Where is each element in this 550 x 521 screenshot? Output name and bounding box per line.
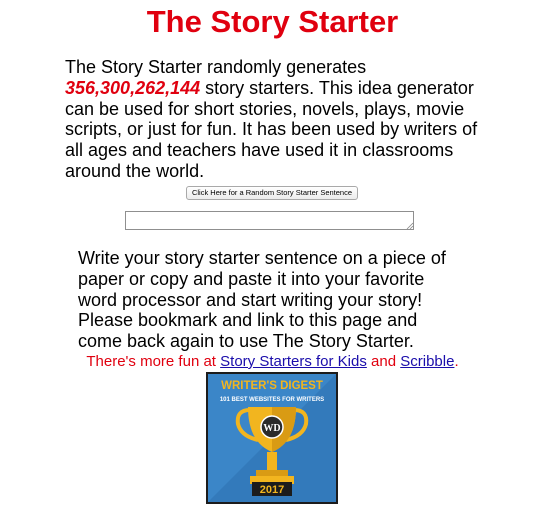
badge-brand: WRITER'S DIGEST: [221, 380, 323, 392]
story-starter-count: 356,300,262,144: [65, 77, 201, 98]
story-starter-output[interactable]: [125, 211, 414, 230]
badge-year: 2017: [259, 484, 285, 496]
more-fun-line: [0, 353, 545, 371]
intro-paragraph: [65, 57, 485, 182]
more-fun-prefix: There's more fun at: [86, 353, 221, 370]
intro-text-start: The Story Starter randomly generates: [65, 57, 367, 77]
instructions-paragraph: Write your story starter sentence on a piece of paper or copy and paste it into your favorite word processor and start writing your story! Please bookmark and link to this page and come back again to use The Story Starter.: [78, 248, 446, 352]
badge-emblem: WD: [263, 423, 281, 434]
page-title: The Story Starter: [146, 4, 399, 39]
random-story-starter-button[interactable]: Click Here for a Random Story Starter Sentence: [186, 186, 358, 200]
more-fun-suffix: .: [454, 353, 459, 370]
badge-subtitle: 101 BEST WEBSITES FOR WRITERS: [219, 397, 325, 403]
writers-digest-badge[interactable]: [206, 372, 338, 504]
scribble-link[interactable]: Scribble: [400, 353, 455, 370]
intro-text-end: story starters. This idea generator can be used for short stories, novels, plays, movie scripts, or just for fun. It has been used by writers of all ages and teachers have used it in classrooms around the world.: [65, 77, 478, 181]
more-fun-middle: and: [366, 353, 401, 370]
story-starters-for-kids-link[interactable]: Story Starters for Kids: [220, 353, 367, 370]
